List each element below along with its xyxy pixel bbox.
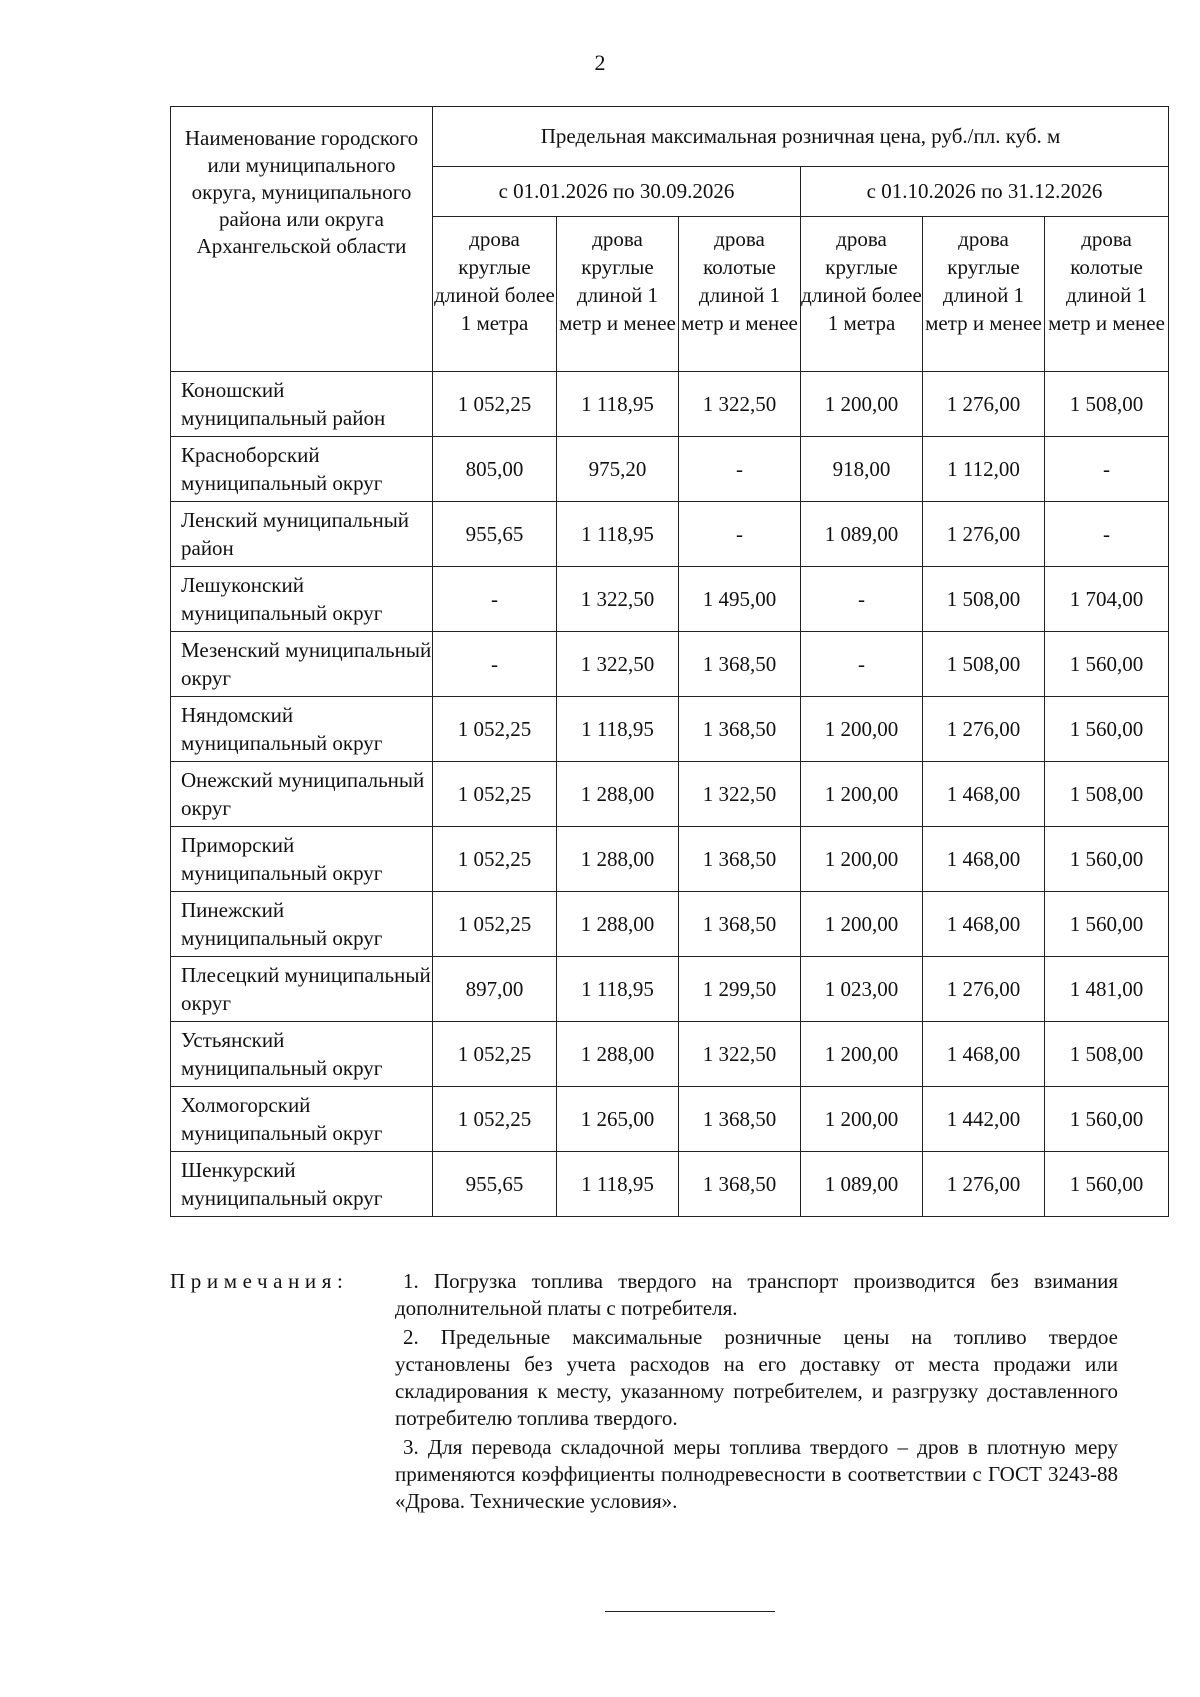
price-cell: 975,20 (557, 437, 679, 502)
price-cell: 1 052,25 (433, 762, 557, 827)
price-cell: 1 052,25 (433, 697, 557, 762)
price-cell: 1 288,00 (557, 762, 679, 827)
note-item: 2. Предельные максимальные розничные цены на топливо твердое установлены без учета расходов на его доставку от места продажи или складирования к месту, указанному потребителем, и разгрузку доставленного потребителю топлива твердого. (395, 1325, 1118, 1430)
price-cell: 1 299,50 (679, 957, 801, 1022)
price-cell: 805,00 (433, 437, 557, 502)
fuel-type-header: дрова колотые длиной 1 метр и менее (1045, 217, 1169, 372)
price-cell: - (679, 437, 801, 502)
district-name: Пинежский муниципальный округ (171, 892, 433, 957)
price-cell: 1 560,00 (1045, 1152, 1169, 1217)
price-cell: 897,00 (433, 957, 557, 1022)
table-row (171, 502, 1169, 567)
closing-rule (605, 1611, 775, 1612)
price-cell: 1 322,50 (679, 762, 801, 827)
price-cell: 1 704,00 (1045, 567, 1169, 632)
price-cell: 1 288,00 (557, 827, 679, 892)
table-body (171, 372, 1169, 1217)
table-row (171, 567, 1169, 632)
price-cell: 1 508,00 (1045, 1022, 1169, 1087)
price-cell: - (801, 632, 923, 697)
price-cell: 1 560,00 (1045, 1087, 1169, 1152)
price-cell: 1 023,00 (801, 957, 923, 1022)
price-cell: - (679, 502, 801, 567)
price-cell: 1 276,00 (923, 957, 1045, 1022)
period-header: с 01.10.2026 по 31.12.2026 (801, 167, 1169, 217)
price-cell: 1 276,00 (923, 372, 1045, 437)
price-cell: 1 322,50 (557, 632, 679, 697)
table-row (171, 762, 1169, 827)
price-cell: 1 112,00 (923, 437, 1045, 502)
price-cell: 1 200,00 (801, 1087, 923, 1152)
district-name: Мезенский муниципальный округ (171, 632, 433, 697)
price-cell: 1 508,00 (923, 632, 1045, 697)
price-column-header: Предельная максимальная розничная цена, руб./пл. куб. м (433, 107, 1169, 167)
price-cell: - (433, 567, 557, 632)
price-cell: 1 322,50 (679, 372, 801, 437)
table-row (171, 1022, 1169, 1087)
table-row (171, 632, 1169, 697)
price-cell: 1 118,95 (557, 372, 679, 437)
table-header (171, 107, 1169, 372)
district-name: Плесецкий муниципальный округ (171, 957, 433, 1022)
price-cell: 1 052,25 (433, 372, 557, 437)
price-cell: 1 322,50 (557, 567, 679, 632)
price-cell: 1 288,00 (557, 892, 679, 957)
price-table (170, 106, 1169, 1217)
price-cell: 1 089,00 (801, 1152, 923, 1217)
table-row (171, 892, 1169, 957)
notes-list (395, 1268, 1118, 1517)
price-cell: 1 560,00 (1045, 697, 1169, 762)
price-cell: - (801, 567, 923, 632)
price-cell: 1 118,95 (557, 1152, 679, 1217)
price-cell: - (433, 632, 557, 697)
district-name: Шенкурский муниципальный округ (171, 1152, 433, 1217)
price-cell: 1 118,95 (557, 957, 679, 1022)
price-cell: 1 118,95 (557, 502, 679, 567)
price-cell: 1 508,00 (1045, 762, 1169, 827)
price-cell: 1 118,95 (557, 697, 679, 762)
name-column-header: Наименование городского или муниципального округа, муниципального района или округа Архангельской области (171, 107, 433, 372)
table-row (171, 827, 1169, 892)
price-cell: 1 368,50 (679, 697, 801, 762)
fuel-type-header: дрова круглые длиной более 1 метра (801, 217, 923, 372)
price-cell: 1 368,50 (679, 892, 801, 957)
price-cell: - (1045, 502, 1169, 567)
price-cell: 1 200,00 (801, 892, 923, 957)
price-cell: 1 200,00 (801, 372, 923, 437)
fuel-type-header: дрова круглые длиной 1 метр и менее (923, 217, 1045, 372)
price-cell: 1 560,00 (1045, 827, 1169, 892)
table-row (171, 957, 1169, 1022)
price-cell: 1 276,00 (923, 1152, 1045, 1217)
price-cell: 1 368,50 (679, 1152, 801, 1217)
price-cell: 1 322,50 (679, 1022, 801, 1087)
price-cell: 1 200,00 (801, 697, 923, 762)
fuel-type-header: дрова круглые длиной более 1 метра (433, 217, 557, 372)
price-cell: 955,65 (433, 1152, 557, 1217)
district-name: Приморский муниципальный округ (171, 827, 433, 892)
price-cell: 1 368,50 (679, 1087, 801, 1152)
price-cell: - (1045, 437, 1169, 502)
price-cell: 1 468,00 (923, 762, 1045, 827)
price-cell: 1 276,00 (923, 697, 1045, 762)
district-name: Красноборский муниципальный округ (171, 437, 433, 502)
district-name: Коношский муниципальный район (171, 372, 433, 437)
price-cell: 1 052,25 (433, 827, 557, 892)
price-cell: 1 368,50 (679, 827, 801, 892)
price-cell: 1 052,25 (433, 892, 557, 957)
price-cell: 1 560,00 (1045, 892, 1169, 957)
notes-label: Примечания: (170, 1269, 349, 1293)
table-row (171, 437, 1169, 502)
district-name: Ленский муниципальный район (171, 502, 433, 567)
district-name: Лешуконский муниципальный округ (171, 567, 433, 632)
note-item: 1. Погрузка топлива твердого на транспорт производится без взимания дополнительной платы с потребителя. (395, 1269, 1118, 1320)
price-cell: 955,65 (433, 502, 557, 567)
price-cell: 1 508,00 (923, 567, 1045, 632)
price-cell: 1 200,00 (801, 827, 923, 892)
fuel-type-header: дрова колотые длиной 1 метр и менее (679, 217, 801, 372)
district-name: Онежский муниципальный округ (171, 762, 433, 827)
period-header: с 01.01.2026 по 30.09.2026 (433, 167, 801, 217)
table-row (171, 1087, 1169, 1152)
price-cell: 1 265,00 (557, 1087, 679, 1152)
fuel-type-header: дрова круглые длиной 1 метр и менее (557, 217, 679, 372)
price-cell: 1 089,00 (801, 502, 923, 567)
district-name: Няндомский муниципальный округ (171, 697, 433, 762)
table-row (171, 697, 1169, 762)
price-cell: 1 481,00 (1045, 957, 1169, 1022)
note-item: 3. Для перевода складочной меры топлива твердого – дров в плотную меру применяются коэффициенты полнодревесности в соответствии с ГОСТ 3243-88 «Дрова. Технические условия». (395, 1435, 1118, 1513)
price-cell: 918,00 (801, 437, 923, 502)
price-cell: 1 368,50 (679, 632, 801, 697)
page-number: 2 (594, 50, 606, 75)
price-cell: 1 052,25 (433, 1022, 557, 1087)
price-cell: 1 288,00 (557, 1022, 679, 1087)
price-cell: 1 468,00 (923, 827, 1045, 892)
district-name: Холмогорский муниципальный округ (171, 1087, 433, 1152)
price-cell: 1 200,00 (801, 762, 923, 827)
table-row (171, 372, 1169, 437)
price-cell: 1 508,00 (1045, 372, 1169, 437)
price-cell: 1 200,00 (801, 1022, 923, 1087)
price-cell: 1 560,00 (1045, 632, 1169, 697)
price-cell: 1 468,00 (923, 892, 1045, 957)
district-name: Устьянский муниципальный округ (171, 1022, 433, 1087)
price-cell: 1 495,00 (679, 567, 801, 632)
price-cell: 1 276,00 (923, 502, 1045, 567)
price-cell: 1 442,00 (923, 1087, 1045, 1152)
price-cell: 1 052,25 (433, 1087, 557, 1152)
table-row (171, 1152, 1169, 1217)
price-cell: 1 468,00 (923, 1022, 1045, 1087)
